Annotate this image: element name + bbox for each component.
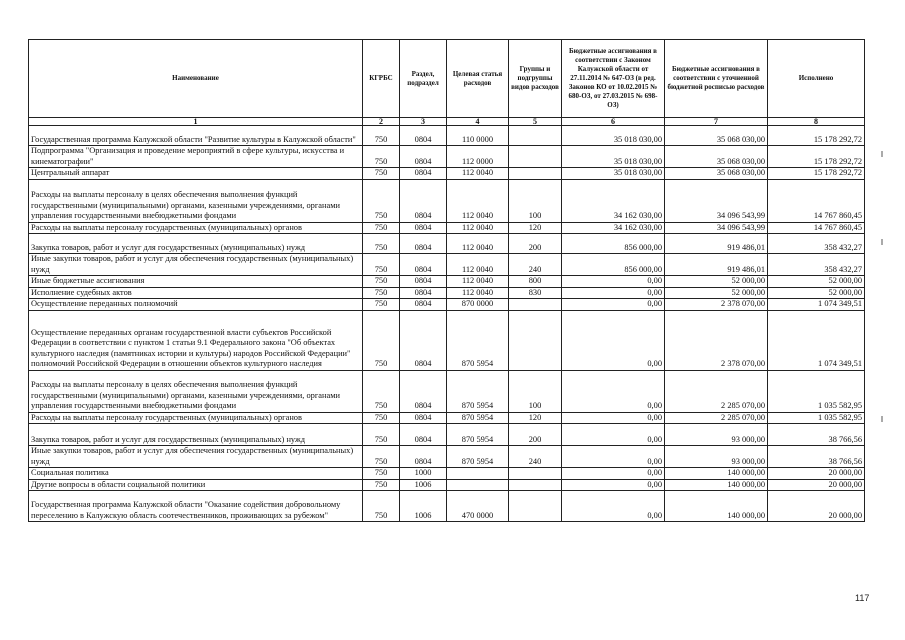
- table-row: [29, 126, 865, 146]
- cell-kgrbs: 750: [363, 254, 400, 276]
- column-number: 6: [562, 118, 665, 126]
- cell-law-allocation: 0,00: [562, 299, 665, 311]
- cell-group: [509, 479, 562, 491]
- cell-group: 120: [509, 412, 562, 424]
- cell-name: Исполнение судебных актов: [29, 287, 363, 299]
- table-row: [29, 276, 865, 288]
- cell-refined-allocation: 93 000,00: [665, 424, 768, 446]
- cell-executed: 358 432,27: [768, 234, 865, 254]
- cell-name: Государственная программа Калужской области "Развитие культуры в Калужской области": [29, 126, 363, 146]
- cell-executed: 1 074 349,51: [768, 299, 865, 311]
- cell-kgrbs: 750: [363, 479, 400, 491]
- cell-kgrbs: 750: [363, 299, 400, 311]
- table-row: [29, 287, 865, 299]
- table-row: [29, 299, 865, 311]
- cell-target: [447, 468, 509, 480]
- cell-name: Другие вопросы в области социальной политики: [29, 479, 363, 491]
- cell-name: Иные закупки товаров, работ и услуг для обеспечения государственных (муниципальных) нужд: [29, 254, 363, 276]
- cell-section: 0804: [400, 234, 447, 254]
- table-row: [29, 310, 865, 370]
- cell-target: 112 0040: [447, 168, 509, 180]
- cell-target: 110 0000: [447, 126, 509, 146]
- column-number: 4: [447, 118, 509, 126]
- column-number: 1: [29, 118, 363, 126]
- cell-group: 120: [509, 222, 562, 234]
- cell-executed: 1 035 582,95: [768, 370, 865, 412]
- cell-executed: 1 074 349,51: [768, 310, 865, 370]
- cell-name: Закупка товаров, работ и услуг для государственных (муниципальных) нужд: [29, 234, 363, 254]
- cell-law-allocation: 0,00: [562, 287, 665, 299]
- cell-law-allocation: 856 000,00: [562, 254, 665, 276]
- cell-kgrbs: 750: [363, 234, 400, 254]
- cell-law-allocation: 0,00: [562, 479, 665, 491]
- cell-target: 112 0040: [447, 276, 509, 288]
- cell-refined-allocation: 2 378 070,00: [665, 310, 768, 370]
- scan-mark: [881, 416, 883, 422]
- cell-name: Государственная программа Калужской области "Оказание содействия добровольному переселению в Калужскую область соотечественников, проживающих за рубежом": [29, 491, 363, 522]
- cell-group: [509, 468, 562, 480]
- cell-target: 112 0040: [447, 234, 509, 254]
- cell-law-allocation: 0,00: [562, 491, 665, 522]
- cell-target: 870 0000: [447, 299, 509, 311]
- scan-mark: [881, 239, 883, 245]
- cell-target: 112 0040: [447, 179, 509, 222]
- header-executed: Исполнено: [768, 40, 865, 118]
- cell-refined-allocation: 52 000,00: [665, 287, 768, 299]
- table-row: [29, 370, 865, 412]
- cell-kgrbs: 750: [363, 179, 400, 222]
- header-row: [29, 40, 865, 118]
- budget-sheet: [28, 39, 864, 522]
- table-body: [29, 126, 865, 522]
- cell-refined-allocation: 919 486,01: [665, 254, 768, 276]
- scan-mark: [881, 151, 883, 157]
- cell-kgrbs: 750: [363, 126, 400, 146]
- cell-section: 0804: [400, 310, 447, 370]
- cell-kgrbs: 750: [363, 412, 400, 424]
- cell-kgrbs: 750: [363, 424, 400, 446]
- column-number: 3: [400, 118, 447, 126]
- table-row: [29, 491, 865, 522]
- cell-name: Расходы на выплаты персоналу в целях обеспечения выполнения функций государственными (муниципальными) органами, казенными учреждениями, органами управления государственными внебюджетными фондами: [29, 370, 363, 412]
- column-number-row: [29, 118, 865, 126]
- cell-group: 800: [509, 276, 562, 288]
- header-section: Раздел, подраздел: [400, 40, 447, 118]
- cell-name: Центральный аппарат: [29, 168, 363, 180]
- cell-refined-allocation: 2 285 070,00: [665, 370, 768, 412]
- cell-section: 0804: [400, 168, 447, 180]
- cell-executed: 52 000,00: [768, 276, 865, 288]
- cell-group: [509, 168, 562, 180]
- cell-target: 870 5954: [447, 424, 509, 446]
- cell-refined-allocation: 93 000,00: [665, 446, 768, 468]
- cell-law-allocation: 35 018 030,00: [562, 168, 665, 180]
- header-refined-allocations: Бюджетные ассигнования в соответствии с уточненной бюджетной росписью расходов: [665, 40, 768, 118]
- cell-kgrbs: 750: [363, 168, 400, 180]
- cell-group: 100: [509, 179, 562, 222]
- cell-refined-allocation: 34 096 543,99: [665, 179, 768, 222]
- cell-section: 0804: [400, 299, 447, 311]
- table-row: [29, 412, 865, 424]
- cell-executed: 15 178 292,72: [768, 126, 865, 146]
- cell-section: 0804: [400, 276, 447, 288]
- cell-law-allocation: 0,00: [562, 370, 665, 412]
- cell-law-allocation: 0,00: [562, 412, 665, 424]
- budget-table: [28, 39, 865, 522]
- header-groups: Группы и подгруппы видов расходов: [509, 40, 562, 118]
- cell-target: 870 5954: [447, 310, 509, 370]
- cell-group: [509, 299, 562, 311]
- cell-target: 470 0000: [447, 491, 509, 522]
- cell-group: [509, 310, 562, 370]
- table-row: [29, 424, 865, 446]
- cell-name: Иные бюджетные ассигнования: [29, 276, 363, 288]
- cell-section: 0804: [400, 287, 447, 299]
- table-row: [29, 468, 865, 480]
- table-row: [29, 168, 865, 180]
- cell-name: Социальная политика: [29, 468, 363, 480]
- column-number: 5: [509, 118, 562, 126]
- page-number: 117: [855, 593, 870, 603]
- cell-target: 870 5954: [447, 412, 509, 424]
- cell-group: 100: [509, 370, 562, 412]
- cell-executed: 52 000,00: [768, 287, 865, 299]
- cell-group: 200: [509, 424, 562, 446]
- cell-section: 0804: [400, 370, 447, 412]
- cell-refined-allocation: 52 000,00: [665, 276, 768, 288]
- table-row: [29, 446, 865, 468]
- cell-refined-allocation: 140 000,00: [665, 479, 768, 491]
- cell-name: Иные закупки товаров, работ и услуг для обеспечения государственных (муниципальных) нужд: [29, 446, 363, 468]
- cell-name: Осуществление переданных органам государственной власти субъектов Российской Федерации в соответствии с пунктом 1 статьи 9.1 Федерального закона "Об объектах культурного наследия (памятниках истории и культуры) народов Российской Федерации" полномочий Российской Федерации в отношении объектов культурного наследия: [29, 310, 363, 370]
- cell-law-allocation: 0,00: [562, 276, 665, 288]
- cell-group: [509, 491, 562, 522]
- cell-group: 830: [509, 287, 562, 299]
- cell-kgrbs: 750: [363, 468, 400, 480]
- header-law-allocations: Бюджетные ассигнования в соответствии с Законом Калужской области от 27.11.2014 № 647-ОЗ (в ред. Законов КО от 10.02.2015 № 680-ОЗ, от 27.03.2015 № 698-ОЗ): [562, 40, 665, 118]
- table-row: [29, 146, 865, 168]
- table-row: [29, 479, 865, 491]
- header-name: Наименование: [29, 40, 363, 118]
- cell-name: Подпрограмма "Организация и проведение мероприятий в сфере культуры, искусства и кинематографии": [29, 146, 363, 168]
- cell-executed: 358 432,27: [768, 254, 865, 276]
- cell-group: 200: [509, 234, 562, 254]
- cell-section: 0804: [400, 424, 447, 446]
- cell-target: 112 0040: [447, 254, 509, 276]
- cell-kgrbs: 750: [363, 370, 400, 412]
- cell-refined-allocation: 140 000,00: [665, 468, 768, 480]
- cell-law-allocation: 0,00: [562, 310, 665, 370]
- cell-executed: 14 767 860,45: [768, 222, 865, 234]
- cell-refined-allocation: 919 486,01: [665, 234, 768, 254]
- table-row: [29, 254, 865, 276]
- cell-target: 112 0040: [447, 287, 509, 299]
- header-kgrbs: КГРБС: [363, 40, 400, 118]
- cell-law-allocation: 0,00: [562, 468, 665, 480]
- cell-name: Расходы на выплаты персоналу государственных (муниципальных) органов: [29, 222, 363, 234]
- cell-executed: 1 035 582,95: [768, 412, 865, 424]
- cell-section: 0804: [400, 412, 447, 424]
- cell-law-allocation: 34 162 030,00: [562, 222, 665, 234]
- cell-target: 112 0000: [447, 146, 509, 168]
- cell-kgrbs: 750: [363, 276, 400, 288]
- cell-kgrbs: 750: [363, 491, 400, 522]
- cell-law-allocation: 35 018 030,00: [562, 126, 665, 146]
- cell-target: 112 0040: [447, 222, 509, 234]
- cell-refined-allocation: 2 285 070,00: [665, 412, 768, 424]
- cell-section: 1006: [400, 479, 447, 491]
- cell-refined-allocation: 35 068 030,00: [665, 146, 768, 168]
- cell-kgrbs: 750: [363, 222, 400, 234]
- cell-law-allocation: 0,00: [562, 446, 665, 468]
- header-target: Целевая статья расходов: [447, 40, 509, 118]
- cell-group: 240: [509, 446, 562, 468]
- cell-target: 870 5954: [447, 370, 509, 412]
- cell-refined-allocation: 140 000,00: [665, 491, 768, 522]
- cell-executed: 20 000,00: [768, 468, 865, 480]
- column-number: 7: [665, 118, 768, 126]
- table-row: [29, 222, 865, 234]
- cell-target: [447, 479, 509, 491]
- cell-executed: 14 767 860,45: [768, 179, 865, 222]
- cell-executed: 15 178 292,72: [768, 146, 865, 168]
- cell-executed: 38 766,56: [768, 424, 865, 446]
- cell-group: [509, 126, 562, 146]
- cell-law-allocation: 0,00: [562, 424, 665, 446]
- cell-law-allocation: 856 000,00: [562, 234, 665, 254]
- cell-section: 0804: [400, 446, 447, 468]
- cell-executed: 20 000,00: [768, 491, 865, 522]
- cell-target: 870 5954: [447, 446, 509, 468]
- cell-kgrbs: 750: [363, 287, 400, 299]
- cell-law-allocation: 34 162 030,00: [562, 179, 665, 222]
- cell-section: 0804: [400, 126, 447, 146]
- cell-kgrbs: 750: [363, 446, 400, 468]
- cell-refined-allocation: 35 068 030,00: [665, 126, 768, 146]
- cell-kgrbs: 750: [363, 310, 400, 370]
- cell-section: 0804: [400, 179, 447, 222]
- column-number: 2: [363, 118, 400, 126]
- table-row: [29, 234, 865, 254]
- cell-name: Расходы на выплаты персоналу в целях обеспечения выполнения функций государственными (муниципальными) органами, казенными учреждениями, органами управления государственными внебюджетными фондами: [29, 179, 363, 222]
- cell-name: Расходы на выплаты персоналу государственных (муниципальных) органов: [29, 412, 363, 424]
- cell-group: 240: [509, 254, 562, 276]
- cell-group: [509, 146, 562, 168]
- cell-section: 0804: [400, 222, 447, 234]
- cell-section: 0804: [400, 146, 447, 168]
- column-number: 8: [768, 118, 865, 126]
- cell-refined-allocation: 2 378 070,00: [665, 299, 768, 311]
- cell-section: 1000: [400, 468, 447, 480]
- cell-executed: 15 178 292,72: [768, 168, 865, 180]
- cell-refined-allocation: 34 096 543,99: [665, 222, 768, 234]
- cell-kgrbs: 750: [363, 146, 400, 168]
- table-row: [29, 179, 865, 222]
- cell-section: 0804: [400, 254, 447, 276]
- cell-section: 1006: [400, 491, 447, 522]
- cell-law-allocation: 35 018 030,00: [562, 146, 665, 168]
- cell-executed: 20 000,00: [768, 479, 865, 491]
- cell-executed: 38 766,56: [768, 446, 865, 468]
- cell-name: Осуществление переданных полномочий: [29, 299, 363, 311]
- cell-name: Закупка товаров, работ и услуг для государственных (муниципальных) нужд: [29, 424, 363, 446]
- cell-refined-allocation: 35 068 030,00: [665, 168, 768, 180]
